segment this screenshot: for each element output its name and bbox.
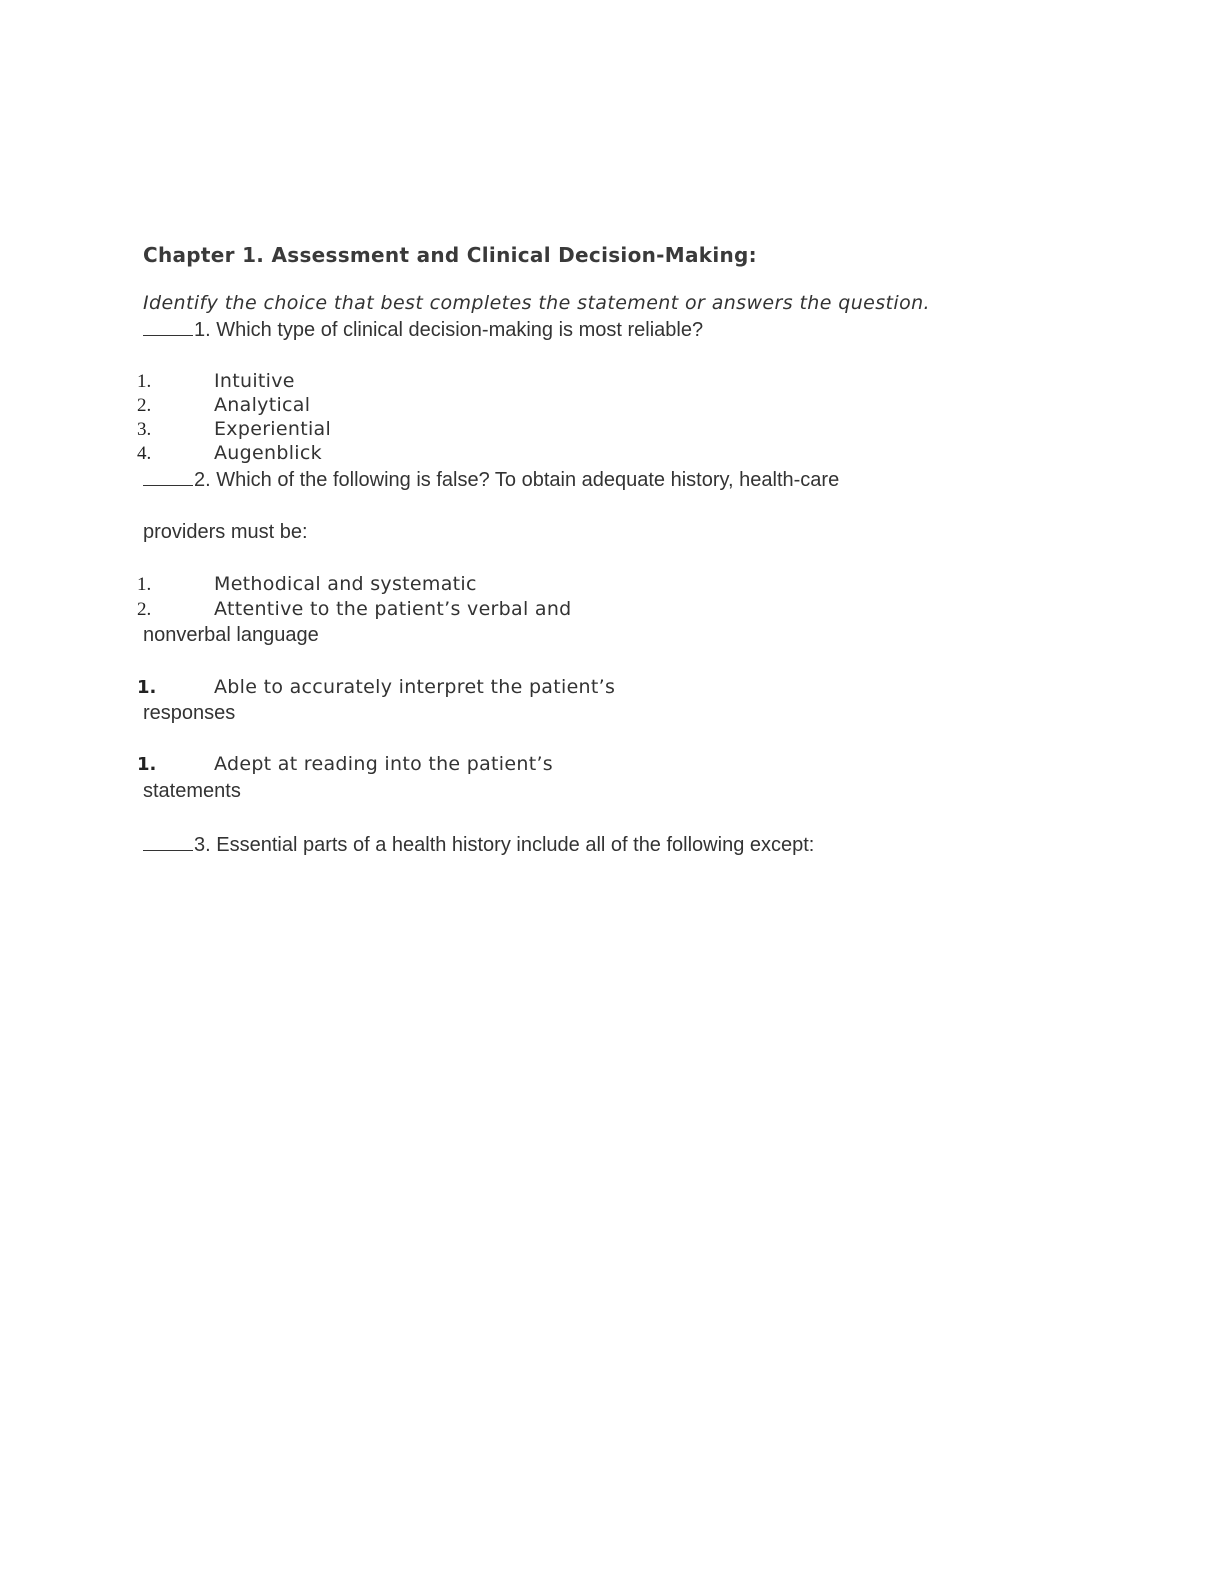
question-2 <box>143 468 839 492</box>
option-number: 1. <box>137 574 152 595</box>
option-interpret-continuation: responses <box>143 702 236 724</box>
question-2-continuation: providers must be: <box>143 521 308 543</box>
option-interpret: Able to accurately interpret the patient’s <box>214 676 616 698</box>
option-number: 1. <box>137 754 157 775</box>
option-number: 1. <box>137 677 157 698</box>
option-attentive-continuation: nonverbal language <box>143 624 319 646</box>
option-experiential: Experiential <box>214 418 332 440</box>
option-number: 4. <box>137 443 152 464</box>
option-adept: Adept at reading into the patient’s <box>214 753 554 775</box>
answer-blank-3[interactable] <box>143 833 193 851</box>
question-1 <box>143 318 703 342</box>
option-methodical: Methodical and systematic <box>214 573 477 595</box>
answer-blank-2[interactable] <box>143 468 193 486</box>
question-2-text: 2. Which of the following is false? To obtain adequate history, health-care <box>194 469 840 491</box>
question-1-text: 1. Which type of clinical decision-making is most reliable? <box>194 319 704 341</box>
option-number: 2. <box>137 395 152 416</box>
page-title: Chapter 1. Assessment and Clinical Decision-Making: <box>143 243 757 267</box>
option-number: 3. <box>137 419 152 440</box>
instructions: Identify the choice that best completes the statement or answers the question. <box>143 292 930 314</box>
option-number: 2. <box>137 599 152 620</box>
option-adept-continuation: statements <box>143 780 241 802</box>
option-analytical: Analytical <box>214 394 311 416</box>
question-3 <box>143 833 814 857</box>
option-attentive: Attentive to the patient’s verbal and <box>214 598 572 620</box>
option-number: 1. <box>137 371 152 392</box>
question-3-text: 3. Essential parts of a health history include all of the following except: <box>194 834 815 856</box>
option-augenblick: Augenblick <box>214 442 322 464</box>
answer-blank-1[interactable] <box>143 318 193 336</box>
option-intuitive: Intuitive <box>214 370 295 392</box>
